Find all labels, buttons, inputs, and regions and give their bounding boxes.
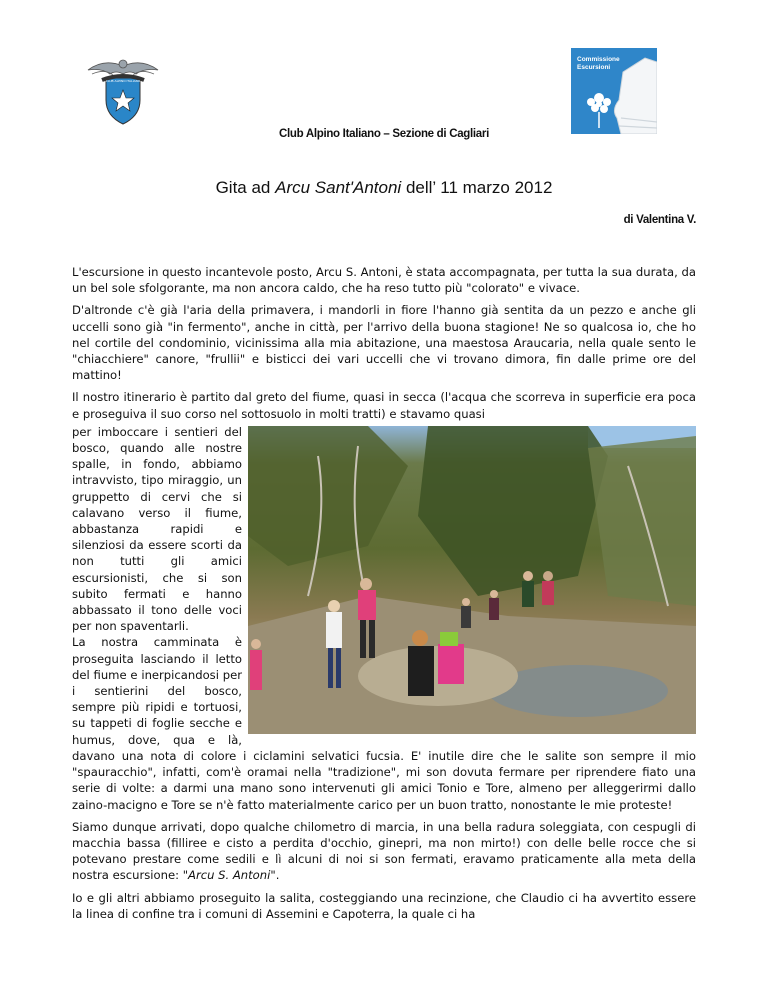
commissione-escursioni-logo [571,48,657,134]
paragraph-6: Io e gli altri abbiamo proseguito la salita, costeggiando una recinzione, che Claudio ci ha avvertito essere la linea di confine tra i comuni di Assemini e Capoterra, la quale ci ha [72,890,696,921]
title-prefix: Gita ad [215,178,276,197]
hikers-photo [248,426,696,734]
article-title [0,178,768,198]
paragraph-5-place: "Arcu S. Antoni" [182,868,276,883]
paragraph-5 [72,819,696,884]
article-body [72,264,696,928]
paragraph-2: D'altronde c'è già l'aria della primavera, i mandorli in fiore l'hanno già sentita da un pezzo e anche gli uccelli sono già "in fermento", anche in città, per l'arrivo della buona stagione! Ne so qualcosa io, che ho nel cortile del condominio, vicinissima alla mia abitazione, una maestosa Araucaria, nella quale sento le "chiacchiere" canore, "frullii" e bisticci dei vari uccelli che vi trovano dimora, fin dalle prime ore del mattino! [72,303,696,383]
paragraph-5-end: . [275,868,280,883]
author-byline: di Valentina V. [623,214,696,226]
title-place: Arcu Sant'Antoni [275,178,402,197]
title-suffix: dell’ 11 marzo 2012 [401,178,553,197]
organization-heading: Club Alpino Italiano – Sezione di Cagliari [279,128,489,140]
paragraph-4: La nostra camminata è proseguita lasciando il letto del fiume e inerpicandosi per i sentierini del bosco, sempre più ripidi e tortuosi, su tappeti di foglie secche e humus, dove, qua e là, davano una nota di colore i ciclamini selvatici fucsia. E' inutile dire che le salite son sempre il mio "spauracchio", infatti, com'è oramai nella "tradizione", mi son dovuta fermare per riprendere fiato una serie di volte: a darmi una mano sono intervenuti gli amici Tonio e Tore, almeno per alleggerirmi dallo zaino-macigno e Tore se n'è fatto materialmente carico per un buon tratto, nonostante le mie proteste! [72,635,696,812]
comm-logo-line1: Commissione [577,56,620,63]
paragraph-3 [72,389,696,421]
paragraph-5-a: Siamo dunque arrivati, dopo qualche chilometro di marcia, in una bella radura soleggiata, con cespugli di macchia bassa (filliree e cisto a perdita d'occhio, ginepri, ma non mirto!) con delle belle rocce che si potevano prestare come sedili e lì alcuni di noi si son fermati, eravamo praticamente alla meta della nostra escursione: [72,819,696,883]
paragraph-3-a: Il nostro itinerario è partito dal greto del fiume, quasi in secca (l'acqua che scorreva in superficie era poca e proseguiva il suo corso nel sottosuolo in molti tratti) e stavamo quasi [72,390,696,421]
paragraph-1: L'escursione in questo incantevole posto, Arcu S. Antoni, è stata accompagnata, per tutta la sua durata, da un bel sole sfolgorante, ma non ancora caldo, che ha reso tutto più "colorato" e vivace. [72,265,696,296]
comm-logo-line2: Escursioni [577,64,611,71]
cai-logo [84,54,162,128]
cai-logo-text: CLUB ALPINO ITALIANO [105,79,141,83]
paragraph-3-b: per imboccare i sentieri del bosco, quando alle nostre spalle, in fondo, abbiamo intravvisto, tipo miraggio, un gruppetto di cervi che si calavano verso il fiume, abbastanza rapidi e silenziosi da essere scorti da non tutti gli amici escursionisti, che si son subito fermati e hanno abbassato il tono delle voci per non spaventarli. [72,424,242,634]
